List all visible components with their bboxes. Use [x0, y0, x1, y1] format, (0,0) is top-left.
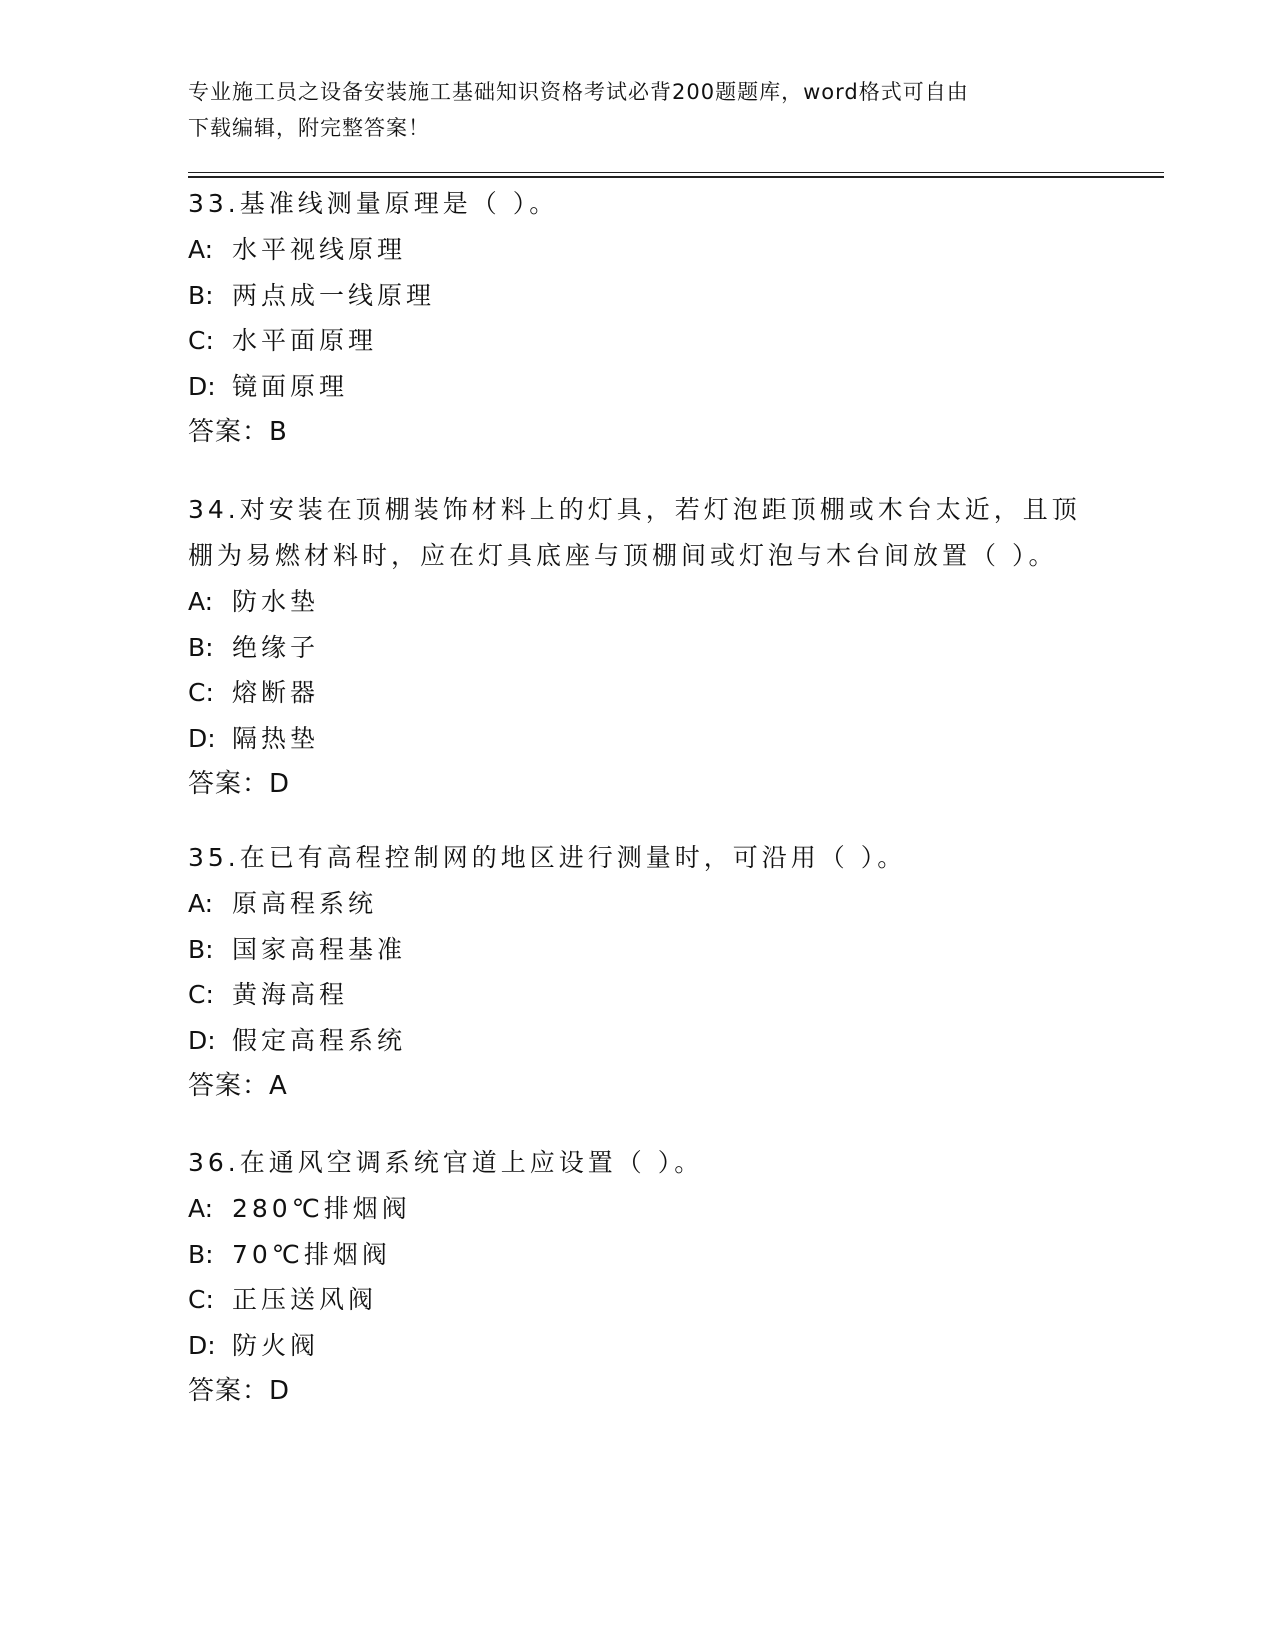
document-header: [188, 74, 1088, 146]
option-b: [188, 273, 1088, 319]
option-text: 两点成一线原理: [232, 280, 436, 310]
option-text: 水平视线原理: [232, 235, 407, 264]
answer-line: [188, 1368, 1088, 1414]
answer-label: 答案：: [188, 1071, 270, 1101]
option-letter: B:: [188, 1239, 214, 1269]
question-34: [188, 487, 1088, 807]
header-line-2: 下载编辑，附完整答案！: [188, 116, 430, 140]
option-text: 黄海高程: [232, 980, 349, 1009]
option-letter: D:: [188, 1330, 216, 1360]
option-letter: B:: [188, 280, 214, 310]
option-d: [188, 364, 1088, 410]
option-letter: C:: [188, 1285, 214, 1314]
option-b: [188, 927, 1088, 973]
answer-value: B: [269, 417, 287, 447]
option-a: [188, 227, 1088, 273]
answer-value: D: [269, 1376, 290, 1406]
option-c: [188, 318, 1088, 364]
option-letter: C:: [188, 980, 214, 1009]
option-letter: A:: [188, 1194, 214, 1223]
question-stem: 33.基准线测量原理是（ ）。: [188, 189, 559, 218]
option-c: [188, 670, 1088, 716]
option-text: 水平面原理: [232, 326, 378, 355]
option-d: [188, 1018, 1088, 1064]
option-c: [188, 972, 1088, 1018]
option-text: 假定高程系统: [232, 1025, 407, 1055]
option-letter: A:: [188, 235, 214, 264]
option-text: 熔断器: [232, 678, 320, 707]
option-text: 防火阀: [232, 1330, 320, 1360]
option-d: [188, 1323, 1088, 1369]
option-a: [188, 1186, 1088, 1232]
option-letter: D:: [188, 1025, 216, 1055]
question-33: [188, 181, 1088, 455]
option-letter: D:: [188, 723, 216, 753]
answer-value: A: [269, 1071, 287, 1101]
option-letter: A:: [188, 587, 214, 616]
option-a: [188, 881, 1088, 927]
option-text: 防水垫: [232, 587, 320, 616]
option-b: [188, 625, 1088, 671]
answer-label: 答案：: [188, 417, 270, 447]
question-stem-line-2: 棚为易燃材料时，应在灯具底座与顶棚间或灯泡与木台间放置（ ）。: [188, 541, 1058, 570]
answer-label: 答案：: [188, 1376, 270, 1406]
option-text: 隔热垫: [232, 723, 320, 753]
question-stem-line-1: 34.对安装在顶棚装饰材料上的灯具，若灯泡距顶棚或木台太近，且顶: [188, 495, 1081, 524]
header-rule-thick: [188, 176, 1164, 178]
option-letter: B:: [188, 632, 214, 662]
answer-line: [188, 409, 1088, 455]
answer-line: [188, 1063, 1088, 1109]
option-text: 原高程系统: [232, 889, 378, 918]
option-text: 正压送风阀: [232, 1285, 378, 1314]
option-text: 镜面原理: [232, 371, 349, 401]
question-35: [188, 835, 1088, 1109]
answer-line: [188, 761, 1088, 807]
option-text: 70℃排烟阀: [232, 1239, 391, 1269]
option-b: [188, 1232, 1088, 1278]
option-a: [188, 579, 1088, 625]
option-letter: B:: [188, 934, 214, 964]
answer-value: D: [269, 769, 290, 799]
option-c: [188, 1277, 1088, 1323]
option-text: 绝缘子: [232, 632, 320, 662]
question-36: [188, 1140, 1088, 1414]
header-line-1: 专业施工员之设备安装施工基础知识资格考试必背200题题库，word格式可自由: [188, 80, 969, 104]
answer-label: 答案：: [188, 769, 270, 799]
option-letter: C:: [188, 678, 214, 707]
option-letter: A:: [188, 889, 214, 918]
option-d: [188, 716, 1088, 762]
header-rule-thin: [188, 172, 1164, 173]
question-stem: 36.在通风空调系统官道上应设置（ ）。: [188, 1148, 704, 1177]
option-letter: C:: [188, 326, 214, 355]
option-text: 280℃排烟阀: [232, 1194, 411, 1223]
option-text: 国家高程基准: [232, 934, 407, 964]
option-letter: D:: [188, 371, 216, 401]
question-stem: 35.在已有高程控制网的地区进行测量时，可沿用（ ）。: [188, 843, 907, 872]
